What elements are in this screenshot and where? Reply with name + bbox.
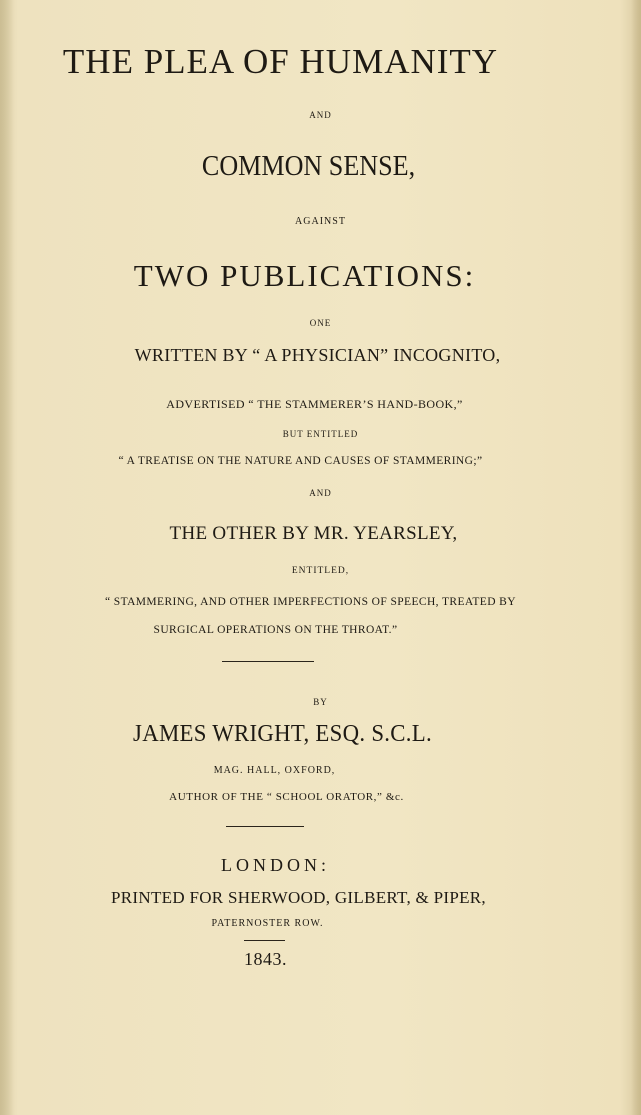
stammering-title-line-2: SURGICAL OPERATIONS ON THE THROAT.” [153,624,398,636]
divider-rule-2 [226,826,304,827]
page-right-shadow [631,0,641,1115]
author-name: JAMES WRIGHT, ESQ. S.C.L. [133,721,432,747]
other-by-line: THE OTHER BY MR. YEARSLEY, [169,523,458,544]
divider-rule-1 [222,661,314,662]
but-entitled-label: BUT ENTITLED [282,429,359,439]
and-connector-2: AND [309,488,332,498]
book-title: THE PLEA OF HUMANITY [62,42,499,81]
written-by-line: WRITTEN BY “ A PHYSICIAN” INCOGNITO, [134,345,501,365]
printer-line: PRINTED FOR SHERWOOD, GILBERT, & PIPER, [111,888,486,907]
subtitle: COMMON SENSE, [201,150,416,182]
london-label: LONDON: [221,855,330,875]
stammering-title-line-1: “ STAMMERING, AND OTHER IMPERFECTIONS OF SPEECH, TREATED BY [105,596,516,608]
divider-rule-3 [244,940,285,941]
against-label: AGAINST [295,216,346,227]
entitled-label: ENTITLED, [291,566,350,576]
one-label: ONE [309,318,332,328]
publisher-address: PATERNOSTER ROW. [211,918,324,929]
by-label: BY [313,697,328,707]
advertised-line: ADVERTISED “ THE STAMMERER’S HAND-BOOK,” [166,397,463,411]
treatise-line: “ A TREATISE ON THE NATURE AND CAUSES OF STAMMERING;” [118,455,483,467]
author-college: MAG. HALL, OXFORD, [213,765,336,776]
page-left-shadow [0,0,14,1115]
and-connector-1: AND [309,110,332,120]
two-publications: TWO PUBLICATIONS: [133,258,476,293]
publication-year: 1843. [244,949,287,969]
author-of-line: AUTHOR OF THE “ SCHOOL ORATOR,” &c. [169,791,404,803]
